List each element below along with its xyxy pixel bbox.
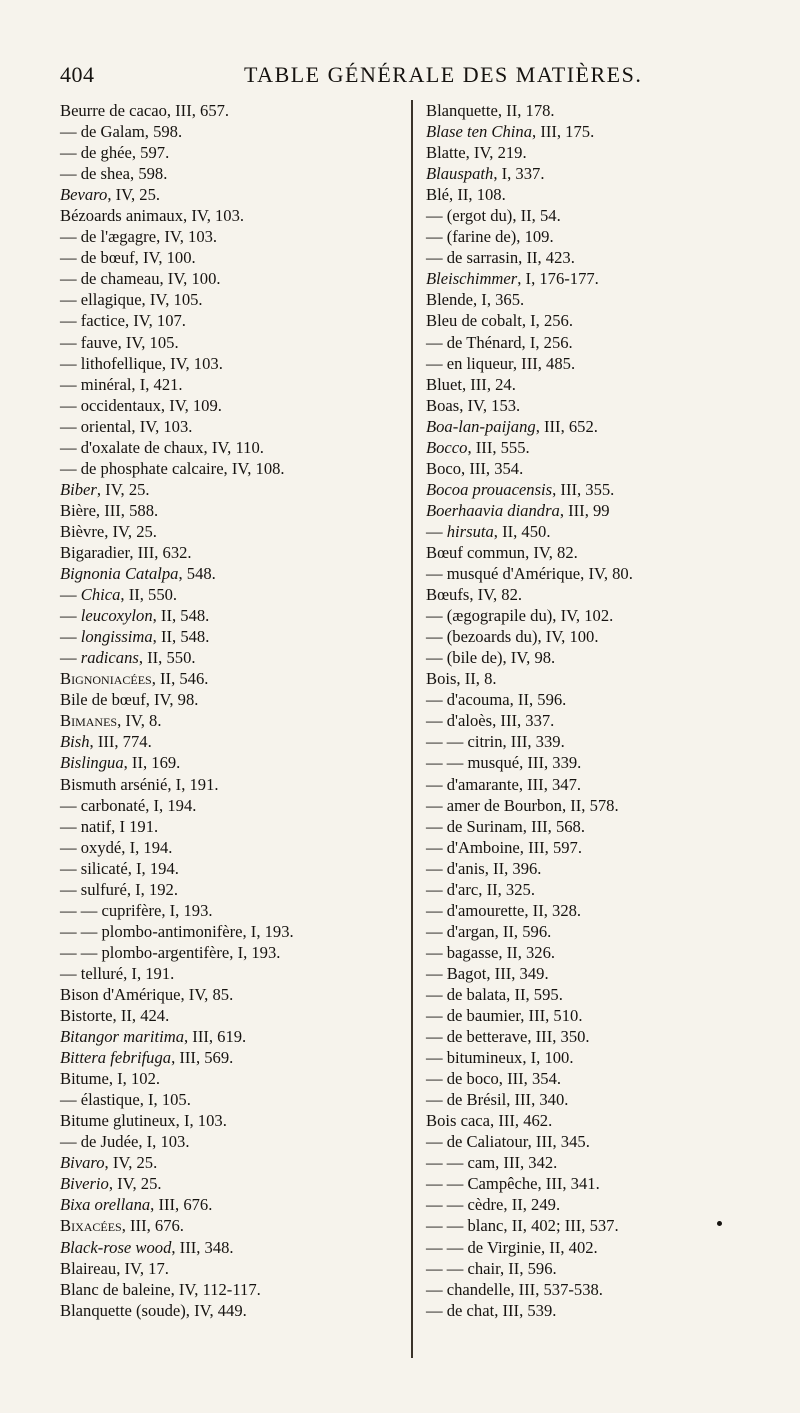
index-entry <box>60 879 390 900</box>
index-entry <box>426 1068 756 1089</box>
entry-italic-term: radicans <box>80 648 139 668</box>
index-entry <box>60 837 390 858</box>
entry-text: — d'arc, II, 325. <box>426 879 535 899</box>
entry-text: — oxydé, I, 194. <box>60 837 173 857</box>
entry-text: — (ægograpile du), IV, 102. <box>426 606 614 626</box>
entry-text: — d'acouma, II, 596. <box>426 690 567 710</box>
index-entry <box>426 437 756 458</box>
entry-italic-term: Bocoa prouacensis <box>426 479 553 499</box>
entry-text: Bluet, III, 24. <box>426 374 516 394</box>
index-entry <box>60 521 390 542</box>
index-entry <box>426 458 756 479</box>
entry-text: — <box>60 585 81 605</box>
index-entry <box>60 1005 390 1026</box>
entry-text: — fauve, IV, 105. <box>60 332 179 352</box>
index-entry <box>60 1026 390 1047</box>
entry-text: — sulfuré, I, 192. <box>60 879 178 899</box>
entry-text: — de phosphate calcaire, IV, 108. <box>60 458 285 478</box>
index-entry <box>60 500 390 521</box>
entry-text: — d'oxalate de chaux, IV, 110. <box>60 437 264 457</box>
index-entry <box>60 921 390 942</box>
entry-text: — (bile de), IV, 98. <box>426 648 556 668</box>
entry-text: , III, 348. <box>171 1237 234 1257</box>
page-number: 404 <box>60 62 95 87</box>
entry-text: Blanc de baleine, IV, 112-117. <box>60 1279 261 1299</box>
entry-text: — ellagique, IV, 105. <box>60 290 203 310</box>
entry-text: — — cam, III, 342. <box>426 1153 558 1173</box>
entry-text: , II, 550. <box>120 585 178 605</box>
index-entry <box>60 353 390 374</box>
index-entry <box>60 584 390 605</box>
entry-text: — élastique, I, 105. <box>60 1090 191 1110</box>
entry-text: — musqué d'Amérique, IV, 80. <box>426 564 633 584</box>
entry-italic-term: Bocco <box>426 437 468 457</box>
index-entry <box>60 1131 390 1152</box>
index-entry <box>426 289 756 310</box>
entry-text: Boas, IV, 153. <box>426 395 521 415</box>
entry-text: — (ergot du), II, 54. <box>426 206 561 226</box>
index-entry <box>426 1215 756 1236</box>
entry-italic-term: Bitangor maritima <box>60 1027 184 1047</box>
entry-text: — — musqué, III, 339. <box>426 753 582 773</box>
entry-text: , III, 619. <box>184 1027 247 1047</box>
entry-text: , I, 337. <box>493 164 545 184</box>
index-entry <box>426 416 756 437</box>
index-entry <box>426 584 756 605</box>
index-entry <box>426 310 756 331</box>
entry-text: Bison d'Amérique, IV, 85. <box>60 984 234 1004</box>
index-entry <box>60 310 390 331</box>
entry-text: , IV, 25. <box>108 1174 162 1194</box>
index-entry <box>426 668 756 689</box>
entry-text: — natif, I 191. <box>60 816 159 836</box>
entry-text: — d'anis, II, 396. <box>426 858 542 878</box>
index-entry <box>426 563 756 584</box>
entry-text: — de bœuf, IV, 100. <box>60 248 196 268</box>
index-entry <box>426 121 756 142</box>
index-entry <box>426 858 756 879</box>
entry-text: — — cèdre, II, 249. <box>426 1195 561 1215</box>
index-entry <box>426 247 756 268</box>
entry-italic-term: Biverio <box>60 1174 109 1194</box>
entry-text: — (bezoards du), IV, 100. <box>426 627 599 647</box>
index-entry <box>60 226 390 247</box>
index-entry <box>60 268 390 289</box>
index-entry <box>60 479 390 500</box>
entry-text: Blanquette, II, 178. <box>426 101 555 120</box>
index-entry <box>60 205 390 226</box>
entry-text: — de Surinam, III, 568. <box>426 816 585 836</box>
entry-family-name: Bimanes <box>60 711 118 731</box>
index-column-right <box>426 100 756 1321</box>
index-entry <box>426 984 756 1005</box>
index-entry <box>426 1300 756 1321</box>
entry-text: Bièvre, IV, 25. <box>60 521 157 541</box>
entry-text: , II, 169. <box>123 753 181 773</box>
entry-text: Bile de bœuf, IV, 98. <box>60 690 199 710</box>
entry-text: — de betterave, III, 350. <box>426 1027 590 1047</box>
entry-family-name: Bixacées <box>60 1216 122 1236</box>
index-entry <box>426 689 756 710</box>
index-entry <box>60 1258 390 1279</box>
entry-text: — de Galam, 598. <box>60 122 183 142</box>
entry-italic-term: Bevaro <box>60 185 108 205</box>
index-entry <box>60 1089 390 1110</box>
entry-text: — bagasse, II, 326. <box>426 942 556 962</box>
entry-text: , III, 99 <box>559 500 610 520</box>
index-entry <box>60 416 390 437</box>
entry-italic-term: Bleischimmer <box>426 269 518 289</box>
entry-text: , I, 176-177. <box>517 269 599 289</box>
index-entry <box>60 332 390 353</box>
entry-text: — <box>60 606 81 626</box>
index-entry <box>60 289 390 310</box>
index-entry <box>60 1068 390 1089</box>
entry-text: — de baumier, III, 510. <box>426 1006 583 1026</box>
entry-text: — — chair, II, 596. <box>426 1258 557 1278</box>
entry-italic-term: Biber <box>60 479 97 499</box>
index-entry <box>60 563 390 584</box>
index-entry <box>60 605 390 626</box>
index-entry <box>60 142 390 163</box>
entry-text: Bismuth arsénié, I, 191. <box>60 774 219 794</box>
index-entry <box>426 479 756 500</box>
entry-text: , II, 548. <box>152 627 210 647</box>
entry-text: — amer de Bourbon, II, 578. <box>426 795 619 815</box>
entry-text: — en liqueur, III, 485. <box>426 353 576 373</box>
index-entry <box>426 374 756 395</box>
index-entry <box>60 858 390 879</box>
entry-text: , IV, 25. <box>104 1153 158 1173</box>
index-entry <box>426 1026 756 1047</box>
entry-text: , 548. <box>178 564 216 584</box>
index-entry <box>60 184 390 205</box>
entry-text: — d'argan, II, 596. <box>426 921 552 941</box>
entry-text: , II, 548. <box>152 606 210 626</box>
entry-text: — Bagot, III, 349. <box>426 963 549 983</box>
index-entry <box>426 879 756 900</box>
index-entry <box>426 205 756 226</box>
index-entry <box>60 1173 390 1194</box>
index-entry <box>426 710 756 731</box>
entry-text: — occidentaux, IV, 109. <box>60 395 222 415</box>
index-entry <box>60 395 390 416</box>
index-entry <box>60 1300 390 1321</box>
entry-text: — minéral, I, 421. <box>60 374 183 394</box>
entry-italic-term: Blase ten China <box>426 122 533 142</box>
index-entry <box>60 1237 390 1258</box>
entry-text: Bœuf commun, IV, 82. <box>426 542 578 562</box>
index-entry <box>426 921 756 942</box>
entry-text: — <box>426 521 447 541</box>
index-entry <box>426 816 756 837</box>
index-entry <box>60 963 390 984</box>
entry-text: — — blanc, II, 402; III, 537. <box>426 1216 619 1236</box>
index-entry <box>426 774 756 795</box>
entry-text: — <box>60 627 81 647</box>
index-entry <box>60 163 390 184</box>
entry-family-name: Bignoniacées <box>60 669 152 689</box>
ink-dot <box>717 1221 722 1226</box>
index-entry <box>426 1131 756 1152</box>
entry-text: Boco, III, 354. <box>426 458 524 478</box>
entry-italic-term: Bixa orellana <box>60 1195 151 1215</box>
entry-text: Bézoards animaux, IV, 103. <box>60 206 245 226</box>
index-entry <box>426 626 756 647</box>
entry-text: Blanquette (soude), IV, 449. <box>60 1300 247 1320</box>
entry-text: — telluré, I, 191. <box>60 963 175 983</box>
entry-italic-term: Black-rose wood <box>60 1237 172 1257</box>
entry-italic-term: Bish <box>60 732 90 752</box>
index-entry <box>60 437 390 458</box>
entry-text: — carbonaté, I, 194. <box>60 795 197 815</box>
entry-text: — lithofellique, IV, 103. <box>60 353 223 373</box>
index-entry <box>60 542 390 563</box>
index-entry <box>426 605 756 626</box>
index-entry <box>426 900 756 921</box>
index-entry <box>60 731 390 752</box>
index-entry <box>426 795 756 816</box>
entry-text: — chandelle, III, 537-538. <box>426 1279 603 1299</box>
index-entry <box>426 1258 756 1279</box>
entry-text: , III, 175. <box>532 122 595 142</box>
entry-text: Beurre de cacao, III, 657. <box>60 101 230 120</box>
entry-text: , IV, 8. <box>117 711 162 731</box>
entry-text: — de balata, II, 595. <box>426 984 563 1004</box>
index-entry <box>426 752 756 773</box>
entry-text: Bière, III, 588. <box>60 500 159 520</box>
index-entry <box>426 142 756 163</box>
entry-italic-term: Boa-lan-paijang <box>426 416 536 436</box>
index-entry <box>60 626 390 647</box>
index-entry <box>426 963 756 984</box>
entry-text: Blé, II, 108. <box>426 185 506 205</box>
entry-italic-term: Bittera febrifuga <box>60 1048 172 1068</box>
index-entry <box>426 395 756 416</box>
index-entry <box>426 500 756 521</box>
index-entry <box>426 647 756 668</box>
index-entry <box>426 100 756 121</box>
entry-text: Bistorte, II, 424. <box>60 1006 170 1026</box>
index-entry <box>426 521 756 542</box>
index-entry <box>60 1110 390 1131</box>
entry-text: — <box>60 648 81 668</box>
entry-italic-term: leucoxylon <box>80 606 153 626</box>
index-entry <box>60 1194 390 1215</box>
entry-text: — de chameau, IV, 100. <box>60 269 221 289</box>
entry-text: — — de Virginie, II, 402. <box>426 1237 598 1257</box>
entry-text: Blende, I, 365. <box>426 290 525 310</box>
index-column-left <box>60 100 390 1321</box>
index-entry <box>426 268 756 289</box>
index-entry <box>60 774 390 795</box>
index-entry <box>60 1152 390 1173</box>
index-entry <box>426 1047 756 1068</box>
entry-text: — de shea, 598. <box>60 164 168 184</box>
index-entry <box>426 1005 756 1026</box>
entry-text: , II, 550. <box>138 648 196 668</box>
entry-text: — oriental, IV, 103. <box>60 416 193 436</box>
entry-text: — de l'ægagre, IV, 103. <box>60 227 218 247</box>
entry-italic-term: longissima <box>80 627 153 647</box>
entry-text: — d'amarante, III, 347. <box>426 774 582 794</box>
entry-italic-term: Bislingua <box>60 753 124 773</box>
entry-text: — de chat, III, 539. <box>426 1300 557 1320</box>
entry-text: — — Campêche, III, 341. <box>426 1174 600 1194</box>
index-entry <box>426 1194 756 1215</box>
entry-text: — factice, IV, 107. <box>60 311 186 331</box>
index-entry <box>60 374 390 395</box>
index-entry <box>426 353 756 374</box>
entry-text: Bitume, I, 102. <box>60 1069 161 1089</box>
entry-text: — d'aloès, III, 337. <box>426 711 555 731</box>
entry-text: Bitume glutineux, I, 103. <box>60 1111 227 1131</box>
index-entry <box>426 1110 756 1131</box>
entry-italic-term: Boerhaavia diandra <box>426 500 560 520</box>
entry-text: , III, 676. <box>121 1216 184 1236</box>
entry-text: — — cuprifère, I, 193. <box>60 900 213 920</box>
entry-text: Bœufs, IV, 82. <box>426 585 523 605</box>
entry-italic-term: Chica <box>80 585 121 605</box>
entry-text: — de sarrasin, II, 423. <box>426 248 575 268</box>
entry-text: — de boco, III, 354. <box>426 1069 562 1089</box>
entry-text: Bois caca, III, 462. <box>426 1111 553 1131</box>
index-entry <box>60 647 390 668</box>
index-entry <box>60 1279 390 1300</box>
entry-text: Bleu de cobalt, I, 256. <box>426 311 574 331</box>
entry-text: , IV, 25. <box>107 185 161 205</box>
index-entry <box>60 247 390 268</box>
entry-text: , III, 569. <box>171 1048 234 1068</box>
entry-text: — d'amourette, II, 328. <box>426 900 582 920</box>
index-entry <box>60 668 390 689</box>
page-title: TABLE GÉNÉRALE DES MATIÈRES. <box>244 62 643 87</box>
entry-text: — silicaté, I, 194. <box>60 858 179 878</box>
entry-text: Blatte, IV, 219. <box>426 143 527 163</box>
entry-text: , III, 652. <box>535 416 598 436</box>
entry-text: , III, 555. <box>467 437 530 457</box>
index-entry <box>60 816 390 837</box>
index-entry <box>60 984 390 1005</box>
page-header <box>60 62 760 92</box>
index-entry <box>426 332 756 353</box>
column-divider <box>411 100 413 1358</box>
entry-text: — de Brésil, III, 340. <box>426 1090 569 1110</box>
entry-text: , III, 774. <box>89 732 152 752</box>
index-entry <box>60 1047 390 1068</box>
entry-text: — — plombo-argentifère, I, 193. <box>60 942 281 962</box>
entry-text: — bitumineux, I, 100. <box>426 1048 574 1068</box>
index-entry <box>426 163 756 184</box>
entry-italic-term: hirsuta <box>446 521 494 541</box>
entry-text: Blaireau, IV, 17. <box>60 1258 169 1278</box>
index-entry <box>426 184 756 205</box>
index-entry <box>426 731 756 752</box>
entry-italic-term: Bignonia Catalpa <box>60 564 179 584</box>
index-entry <box>426 1152 756 1173</box>
entry-text: — de Judée, I, 103. <box>60 1132 190 1152</box>
entry-text: — d'Amboine, III, 597. <box>426 837 582 857</box>
index-entry <box>60 458 390 479</box>
index-entry <box>60 121 390 142</box>
index-entry <box>60 100 390 121</box>
entry-text: , IV, 25. <box>96 479 150 499</box>
index-entry <box>60 942 390 963</box>
entry-text: , III, 355. <box>552 479 615 499</box>
index-entry <box>426 542 756 563</box>
entry-text: — de Thénard, I, 256. <box>426 332 573 352</box>
index-entry <box>60 795 390 816</box>
index-entry <box>60 710 390 731</box>
entry-text: , II, 546. <box>151 669 209 689</box>
entry-text: — de ghée, 597. <box>60 143 170 163</box>
index-entry <box>426 226 756 247</box>
index-entry <box>60 752 390 773</box>
index-entry <box>426 1173 756 1194</box>
entry-text: — de Caliatour, III, 345. <box>426 1132 590 1152</box>
index-entry <box>426 942 756 963</box>
index-entry <box>426 1279 756 1300</box>
entry-italic-term: Bivaro <box>60 1153 105 1173</box>
entry-text: Bigaradier, III, 632. <box>60 542 192 562</box>
entry-text: — — plombo-antimonifère, I, 193. <box>60 921 294 941</box>
entry-text: Bois, II, 8. <box>426 669 497 689</box>
entry-text: , II, 450. <box>493 521 551 541</box>
index-entry <box>60 689 390 710</box>
entry-text: — (farine de), 109. <box>426 227 554 247</box>
entry-text: — — citrin, III, 339. <box>426 732 565 752</box>
index-entry <box>60 1215 390 1236</box>
entry-italic-term: Blauspath <box>426 164 494 184</box>
index-entry <box>60 900 390 921</box>
index-entry <box>426 1089 756 1110</box>
index-entry <box>426 837 756 858</box>
entry-text: , III, 676. <box>150 1195 213 1215</box>
index-entry <box>426 1237 756 1258</box>
